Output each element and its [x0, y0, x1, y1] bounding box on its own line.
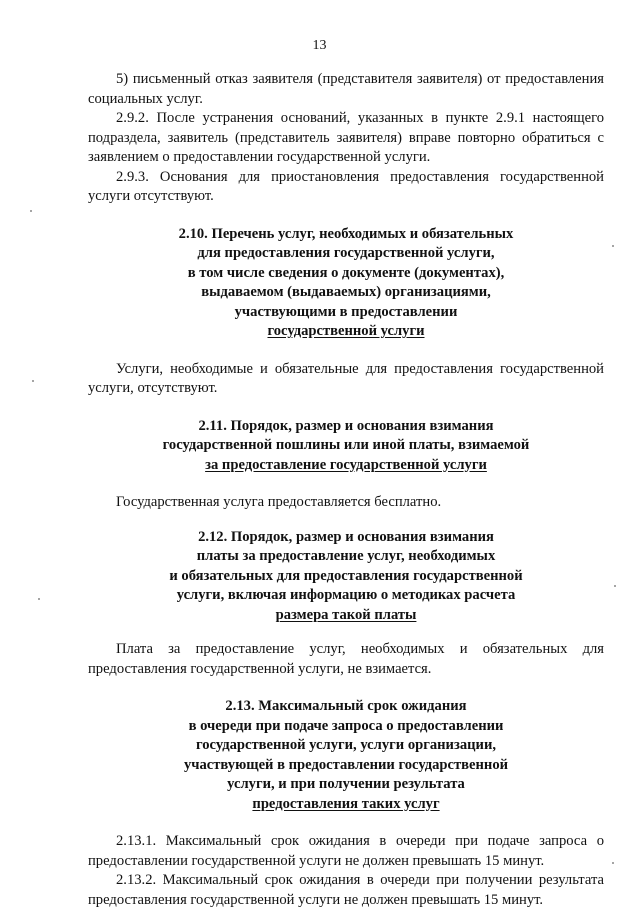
heading-2-10 — [88, 225, 604, 342]
heading-line: 2.12. Порядок, размер и основания взимания — [198, 528, 494, 545]
heading-line: государственной пошлины или иной платы, взимаемой — [162, 437, 530, 453]
paragraph-2-13-1: 2.13.1. Максимальный срок ожидания в очереди при подаче запроса о предоставлении государственной услуги не должен превышать 15 минут. — [88, 833, 604, 869]
heading-line: выдаваемом (выдаваемых) организациями, — [201, 284, 491, 300]
heading-line: участвующими в предоставлении — [234, 303, 458, 320]
scan-speck — [38, 598, 40, 600]
heading-line: и обязательных для предоставления государственной — [169, 567, 523, 584]
heading-2-13 — [88, 697, 604, 814]
scan-speck — [612, 245, 614, 247]
scan-speck — [30, 210, 32, 212]
paragraph-refusal-item-5: 5) письменный отказ заявителя (представителя заявителя) от предоставления социальных услуг. — [88, 71, 604, 107]
paragraph-no-fee: Плата за предоставление услуг, необходимых и обязательных для предоставления государственной услуги, не взимается. — [88, 641, 604, 677]
paragraph-2-9-2: 2.9.2. После устранения оснований, указанных в пункте 2.9.1 настоящего подраздела, заявитель (представитель заявителя) вправе повторно обратиться с заявлением о предоставлении государственной услуги. — [88, 110, 604, 165]
paragraph-2-13-2: 2.13.2. Максимальный срок ожидания в очереди при получении результата предоставления государственной услуги не должен превышать 15 минут. — [88, 872, 604, 908]
heading-line: государственной услуги — [267, 323, 425, 339]
scan-speck — [612, 862, 614, 864]
heading-line: в том числе сведения о документе (документах), — [187, 264, 505, 281]
heading-line: 2.10. Перечень услуг, необходимых и обязательных — [178, 225, 514, 242]
heading-line: размера такой платы — [275, 606, 417, 623]
heading-2-11 — [88, 417, 604, 476]
paragraph-services-absent: Услуги, необходимые и обязательные для предоставления государственной услуги, отсутствуют. — [88, 360, 604, 396]
heading-line: государственной услуги, услуги организации, — [195, 737, 497, 753]
heading-line: участвующей в предоставлении государственной — [183, 756, 509, 773]
heading-line: 2.13. Максимальный срок ожидания — [225, 698, 467, 714]
heading-line: платы за предоставление услуг, необходимых — [196, 548, 496, 564]
scan-speck — [614, 585, 616, 587]
heading-line: для предоставления государственной услуги, — [197, 245, 495, 261]
heading-line: услуги, включая информацию о методиках расчета — [176, 587, 516, 603]
paragraph-2-9-3: 2.9.3. Основания для приостановления предоставления государственной услуги отсутствуют. — [88, 168, 604, 204]
document-body — [88, 70, 604, 910]
heading-2-12 — [88, 528, 604, 626]
scan-speck — [32, 380, 34, 382]
heading-line: предоставления таких услуг — [252, 795, 440, 812]
heading-line: услуги, и при получении результата — [227, 776, 465, 792]
heading-line: 2.11. Порядок, размер и основания взимания — [198, 417, 494, 434]
heading-line: за предоставление государственной услуги — [205, 456, 487, 473]
paragraph-free-service: Государственная услуга предоставляется бесплатно. — [116, 494, 442, 510]
page-number: 13 — [312, 38, 327, 53]
heading-line: в очереди при подаче запроса о предоставлении — [188, 717, 504, 734]
